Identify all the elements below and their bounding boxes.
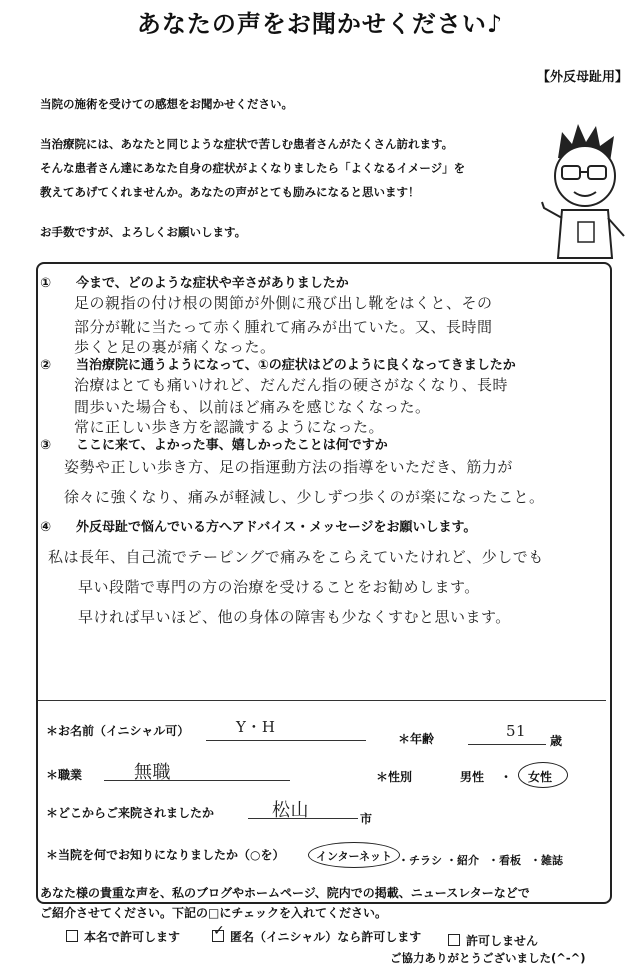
age-underline [468, 744, 546, 745]
answer-line: 足の親指の付け根の関節が外側に飛び出し靴をはくと、その [74, 294, 493, 312]
age-label: ＊年齢 [398, 732, 435, 746]
job-value[interactable]: 無職 [134, 762, 171, 783]
question-4 [40, 516, 476, 535]
question-text: ここに来て、よかった事、嬉しかったことは何ですか [76, 438, 388, 453]
question-text: 外反母趾で悩んでいる方へアドバイス・メッセージをお願いします。 [76, 520, 477, 535]
from-value[interactable]: 松山 [272, 800, 309, 821]
job-underline [104, 780, 290, 781]
answer-line: 常に正しい歩き方を認識するようになった。 [74, 418, 385, 436]
question-text: 当治療院に通うようになって、①の症状はどのように良くなってきましたか [76, 358, 516, 373]
question-2 [40, 354, 516, 373]
source-option-internet[interactable]: インターネット [316, 850, 393, 863]
footer-line: ご紹介させてください。下記の□にチェックを入れてください。 [40, 906, 387, 920]
name-value[interactable]: Y・H [236, 718, 276, 736]
answer-line: 私は長年、自己流でテーピングで痛みをこらえていたけれど、少しでも [48, 548, 544, 566]
question-number: ① [40, 276, 52, 291]
question-number: ④ [40, 520, 52, 535]
gender-female-option[interactable]: 女性 [528, 770, 553, 784]
option-label: 匿名（イニシャル）なら許可します [230, 930, 422, 944]
answer-line: 徐々に強くなり、痛みが軽減し、少しずつ歩くのが楽になったこと。 [64, 488, 545, 506]
gender-male-option[interactable]: 男性 [460, 770, 485, 784]
thanks-message: ご協力ありがとうございました(^-^) [390, 951, 586, 965]
option-label: 本名で許可します [84, 930, 181, 944]
checkbox[interactable] [448, 934, 460, 946]
source-option-flyer[interactable]: ・チラシ [398, 854, 442, 867]
answer-line: 間歩いた場合も、以前ほど痛みを感じなくなった。 [74, 398, 431, 416]
intro-line: 教えてあげてくれませんか。あなたの声がとても励みになると思います！ [40, 185, 420, 199]
checkmark-icon: ✓ [213, 923, 225, 939]
name-underline [206, 740, 366, 741]
gender-label: ＊性別 [376, 770, 413, 784]
checkbox[interactable] [66, 930, 78, 942]
intro-line: そんな患者さん達にあなた自身の症状がよくなりましたら「よくなるイメージ」を [40, 161, 466, 175]
answer-line: 部分が靴に当たって赤く腫れて痛みが出ていた。又、長時間 [74, 318, 493, 336]
source-option-signboard[interactable]: ・看板 [488, 854, 521, 867]
from-underline [248, 818, 358, 819]
source-option-referral[interactable]: ・紹介 [446, 854, 479, 867]
question-number: ③ [40, 438, 52, 453]
intro-line: お手数ですが、よろしくお願いします。 [40, 225, 247, 239]
job-label: ＊職業 [46, 768, 83, 782]
checkbox-checked[interactable] [212, 923, 225, 942]
name-label: ＊お名前（イニシャル可） [46, 724, 190, 738]
option-label: 許可しません [466, 934, 539, 948]
answer-line: 早い段階で専門の方の治療を受けることをお勧めします。 [78, 578, 480, 596]
permission-deny[interactable] [448, 932, 538, 949]
permission-real-name[interactable] [66, 928, 180, 945]
mascot-illustration [540, 118, 630, 268]
age-value[interactable]: 51 [506, 722, 527, 740]
city-unit: 市 [360, 812, 373, 826]
intro-line: 当治療院には、あなたと同じような症状で苦しむ患者さんがたくさん訪れます。 [40, 137, 454, 151]
section-divider [38, 700, 606, 701]
answer-line: 姿勢や正しい歩き方、足の指運動方法の指導をいただき、筋力が [64, 458, 513, 476]
gender-separator: ・ [500, 770, 513, 784]
footer-line: あなた様の貴重な声を、私のブログやホームページ、院内での掲載、ニュースレターなどで [40, 886, 530, 900]
category-badge: 【外反母趾用】 [536, 70, 628, 85]
intro-line: 当院の施術を受けての感想をお聞かせください。 [40, 97, 293, 111]
from-label: ＊どこからご来院されましたか [46, 806, 215, 820]
question-text: 今まで、どのような症状や辛さがありましたか [76, 276, 349, 291]
answer-line: 早ければ早いほど、他の身体の障害も少なくすむと思います。 [78, 608, 511, 626]
answer-line: 歩くと足の裏が痛くなった。 [74, 338, 276, 356]
permission-initials[interactable] [212, 923, 422, 945]
source-option-magazine[interactable]: ・雑誌 [530, 854, 563, 867]
source-label: ＊当院を何でお知りになりましたか（○を） [46, 848, 285, 862]
question-1 [40, 272, 349, 291]
page-title: あなたの声をお聞かせください♪ [136, 10, 504, 38]
age-unit: 歳 [550, 734, 563, 748]
question-3 [40, 434, 388, 453]
answer-line: 治療はとても痛いけれど、だんだん指の硬さがなくなり、長時 [74, 376, 509, 394]
question-number: ② [40, 358, 52, 373]
